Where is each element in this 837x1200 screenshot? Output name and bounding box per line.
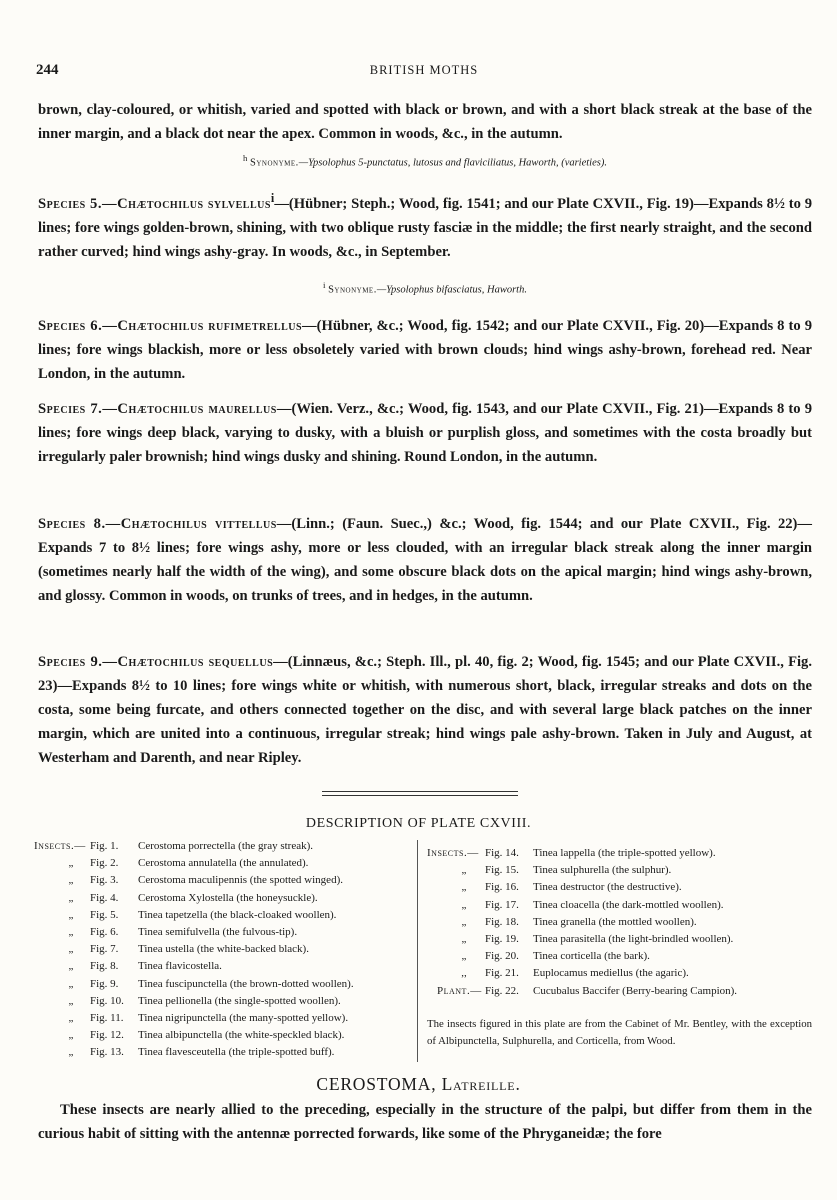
fig-caption: Tinea flavesceutella (the triple-spotted buff). [138, 1046, 335, 1059]
footnote-label: Synonyme. [328, 284, 377, 296]
plate-list-left [34, 838, 408, 1062]
fig-caption: Tinea pellionella (the single-spotted woollen). [138, 994, 341, 1007]
plate-list-item [34, 907, 408, 924]
plate-list-item [34, 924, 408, 941]
ditto-mark: „ [461, 864, 467, 877]
ditto-mark: „ [68, 857, 74, 870]
ditto-mark: ,, [461, 967, 467, 980]
species-description: —(Wien. Verz., &c.; Wood, fig. 1543, and our Plate CXVII., Fig. 21)—Expands 8 to 9 lines; fore wings deep black, varying to dusky, with a bluish or purplish gloss, and sometimes with the costa broadly but irregularly paler brownish; hind wings dusky and shining. Round London, in the autumn. [38, 401, 812, 465]
fig-caption: Cerostoma Xylostella (the honeysuckle). [138, 891, 318, 904]
footnote-marker: h [243, 153, 248, 163]
plate-list-item [427, 862, 812, 879]
plate-list-item [34, 872, 408, 889]
footnote-label: Synonyme. [250, 157, 299, 169]
fig-number: Fig. 13. [90, 1046, 124, 1059]
species-label: Species 6. [38, 318, 103, 334]
species-5-paragraph [38, 186, 812, 264]
plate-note: The insects figured in this plate are from the Cabinet of Mr. Bentley, with the exception of Albipunctella, Sulphurella, and Corticella, from Wood. [427, 1017, 812, 1047]
fig-caption: Cerostoma maculipennis (the spotted winged). [138, 874, 343, 887]
species-description: —(Linnæus, &c.; Steph. Ill., pl. 40, fig. 2; Wood, fig. 1545; and our Plate CXVII., Fig. 23)—Expands 8½ to 10 lines; fore wings white or whitish, with numerous short, black, irregular streaks and dots on the costa, some being furcate, and others connected together on the disc, and with several large black patches on the inner margin, which are united into a continuous, irregular streak; hind wings pale ashy-brown. Taken in July and August, at Westerham and Darenth, and near Ripley. [38, 654, 812, 766]
fig-caption: Tinea nigripunctella (the many-spotted yellow). [138, 1012, 349, 1025]
footnote-h [38, 151, 812, 171]
fig-number: Fig. 1. [90, 840, 119, 852]
ditto-mark: „ [68, 1029, 74, 1042]
ditto-mark: „ [68, 891, 74, 904]
fig-number: Fig. 11. [90, 1012, 124, 1025]
fig-number: Fig. 22. [485, 984, 519, 997]
fig-number: Fig. 8. [90, 960, 119, 973]
footnote-text: —Ypsolophus 5-punctatus, lutosus and flaviciliatus, Haworth, (varieties). [298, 157, 607, 169]
ditto-mark: „ [68, 908, 74, 921]
fig-caption: Tinea ustella (the white-backed black). [138, 943, 309, 956]
fig-caption: Tinea tapetzella (the black-cloaked woollen). [138, 908, 337, 921]
ditto-mark: „ [68, 943, 74, 956]
plate-list-item [427, 879, 812, 896]
species-8-paragraph [38, 512, 812, 608]
fig-number: Fig. 19. [485, 933, 519, 946]
fig-caption: Tinea sulphurella (the sulphur). [533, 864, 672, 877]
fig-number: Fig. 16. [485, 881, 519, 894]
fig-number: Fig. 14. [485, 847, 519, 859]
plate-list-item [34, 890, 408, 907]
species-label: Species 7. [38, 401, 103, 417]
fig-caption: Tinea corticella (the bark). [533, 950, 650, 963]
plate-list-item [427, 983, 812, 1000]
ditto-mark: „ [461, 933, 467, 946]
species-name: —Chætochilus vittellus [105, 516, 277, 532]
ditto-mark: „ [461, 950, 467, 963]
genus-authority: Latreille. [441, 1074, 521, 1094]
ditto-mark: „ [68, 977, 74, 990]
fig-caption: Tinea granella (the mottled woollen). [533, 915, 697, 928]
plate-list-item [34, 1010, 408, 1027]
plate-list-item [34, 958, 408, 975]
fig-number: Fig. 5. [90, 908, 119, 921]
plate-list-item [34, 1027, 408, 1044]
species-label: Species 5. [38, 195, 103, 212]
ditto-mark: „ [461, 915, 467, 928]
fig-caption: Tinea parasitella (the light-brindled woollen). [533, 933, 734, 946]
species-7-paragraph [38, 397, 812, 469]
plate-list-item [427, 948, 812, 965]
species-name: —Chætochilus maurellus [102, 401, 277, 417]
fig-number: Fig. 20. [485, 950, 519, 963]
closing-paragraph: These insects are nearly allied to the preceding, especially in the structure of the palpi, but differ from them in the curious habit of sitting with the antennæ porrected forwards, like some of the Phryganeidæ; the fore [38, 1102, 812, 1142]
footnote-ref: i [270, 191, 275, 205]
plate-list-item [34, 993, 408, 1010]
item-lead: Insects.— [34, 840, 86, 852]
plate-list-item [427, 897, 812, 914]
fig-caption: Tinea cloacella (the dark-mottled woollen). [533, 898, 724, 911]
species-description: —(Hübner; Steph.; Wood, fig. 1541; and our Plate CXVII., Fig. 19)—Expands 8½ to 9 lines; fore wings golden-brown, shining, with two oblique rusty fasciæ in the middle; the first nearly straight, and the second rather curved; hind wings ashy-gray. In woods, &c., in September. [38, 195, 812, 260]
item-lead: Plant.— [437, 984, 482, 997]
ditto-mark: „ [68, 994, 74, 1007]
plate-list-item [427, 845, 812, 862]
plate-list-item [34, 941, 408, 958]
species-name: —Chætochilus sylvellus [102, 195, 271, 212]
column-divider [417, 840, 418, 1062]
fig-caption: Tinea flavicostella. [138, 960, 222, 973]
footnote-text: —Ypsolophus bifasciatus, Haworth. [376, 284, 527, 296]
fig-caption: Tinea lappella (the triple-spotted yellow). [533, 847, 716, 859]
plate-list-item [427, 914, 812, 931]
genus-heading [0, 1074, 837, 1095]
footnote-marker: i [323, 280, 326, 290]
species-6-paragraph [38, 314, 812, 386]
species-description: —(Linn.; (Faun. Suec.,) &c.; Wood, fig. 1544; and our Plate CXVII., Fig. 22)—Expands 7 to 8½ lines; fore wings ashy, more or less clouded, with an irregular black streak along the inner margin (sometimes nearly half the width of the wing), and some obscure black dots on the apical margin; hind wings ashy-brown, and glossy. Common in woods, on trunks of trees, and in hedges, in the autumn. [38, 516, 812, 604]
ditto-mark: „ [68, 926, 74, 939]
fig-number: Fig. 9. [90, 977, 119, 990]
fig-caption: Cerostoma annulatella (the annulated). [138, 857, 309, 870]
fig-number: Fig. 21. [485, 967, 519, 980]
fig-caption: Euplocamus mediellus (the agaric). [533, 967, 689, 980]
fig-caption: Tinea fuscipunctella (the brown-dotted woollen). [138, 977, 354, 990]
genus-name: CEROSTOMA, [316, 1074, 437, 1094]
fig-caption: Cucubalus Baccifer (Berry-bearing Campion). [533, 984, 738, 997]
plate-list-right [427, 845, 812, 1061]
running-head: BRITISH MOTHS [369, 63, 479, 77]
plate-list-item [34, 855, 408, 872]
fig-number: Fig. 12. [90, 1029, 124, 1042]
species-label: Species 8. [38, 516, 106, 532]
ditto-mark: „ [68, 960, 74, 973]
ditto-mark: „ [68, 1012, 74, 1025]
plate-list-item [34, 838, 408, 855]
fig-number: Fig. 4. [90, 891, 119, 904]
fig-caption: Tinea destructor (the destructive). [533, 881, 682, 894]
species-name: —Chætochilus rufimetrellus [102, 318, 303, 334]
fig-caption: Cerostoma porrectella (the gray streak). [138, 840, 314, 852]
ditto-mark: „ [68, 874, 74, 887]
fig-number: Fig. 10. [90, 994, 124, 1007]
ditto-mark: „ [68, 1046, 74, 1059]
plate-list-item [34, 976, 408, 993]
fig-number: Fig. 15. [485, 864, 519, 877]
fig-caption: Tinea albipunctella (the white-speckled black). [138, 1029, 345, 1042]
ditto-mark: „ [461, 898, 467, 911]
fig-number: Fig. 6. [90, 926, 119, 939]
fig-number: Fig. 2. [90, 857, 119, 870]
species-name: —Chætochilus sequellus [102, 654, 274, 670]
divider-rule [322, 795, 518, 796]
fig-number: Fig. 17. [485, 898, 519, 911]
species-label: Species 9. [38, 654, 103, 670]
page-number: 244 [36, 62, 59, 78]
page-header [36, 62, 812, 84]
fig-number: Fig. 3. [90, 874, 119, 887]
divider-rule [322, 791, 518, 792]
footnote-i [38, 278, 812, 298]
species-9-paragraph [38, 650, 812, 770]
item-lead: Insects.— [427, 847, 479, 859]
species-description: —(Hübner, &c.; Wood, fig. 1542; and our Plate CXVII., Fig. 20)—Expands 8 to 9 lines; fore wings blackish, more or less obsoletely varied with brown clouds; hind wings ashy-brown, forehead red. Near London, in the autumn. [38, 318, 812, 382]
intro-paragraph: brown, clay-coloured, or whitish, varied and spotted with black or brown, and with a short black streak at the base of the inner margin, and a black dot near the apex. Common in woods, &c., in the autumn. [38, 102, 812, 142]
fig-number: Fig. 7. [90, 943, 119, 956]
plate-list-item [34, 1044, 408, 1061]
ditto-mark: „ [461, 881, 467, 894]
fig-number: Fig. 18. [485, 915, 519, 928]
plate-list-item [427, 965, 812, 982]
plate-list-item [427, 931, 812, 948]
plate-title: DESCRIPTION OF PLATE CXVIII. [305, 816, 532, 831]
fig-caption: Tinea semifulvella (the fulvous-tip). [138, 926, 298, 939]
